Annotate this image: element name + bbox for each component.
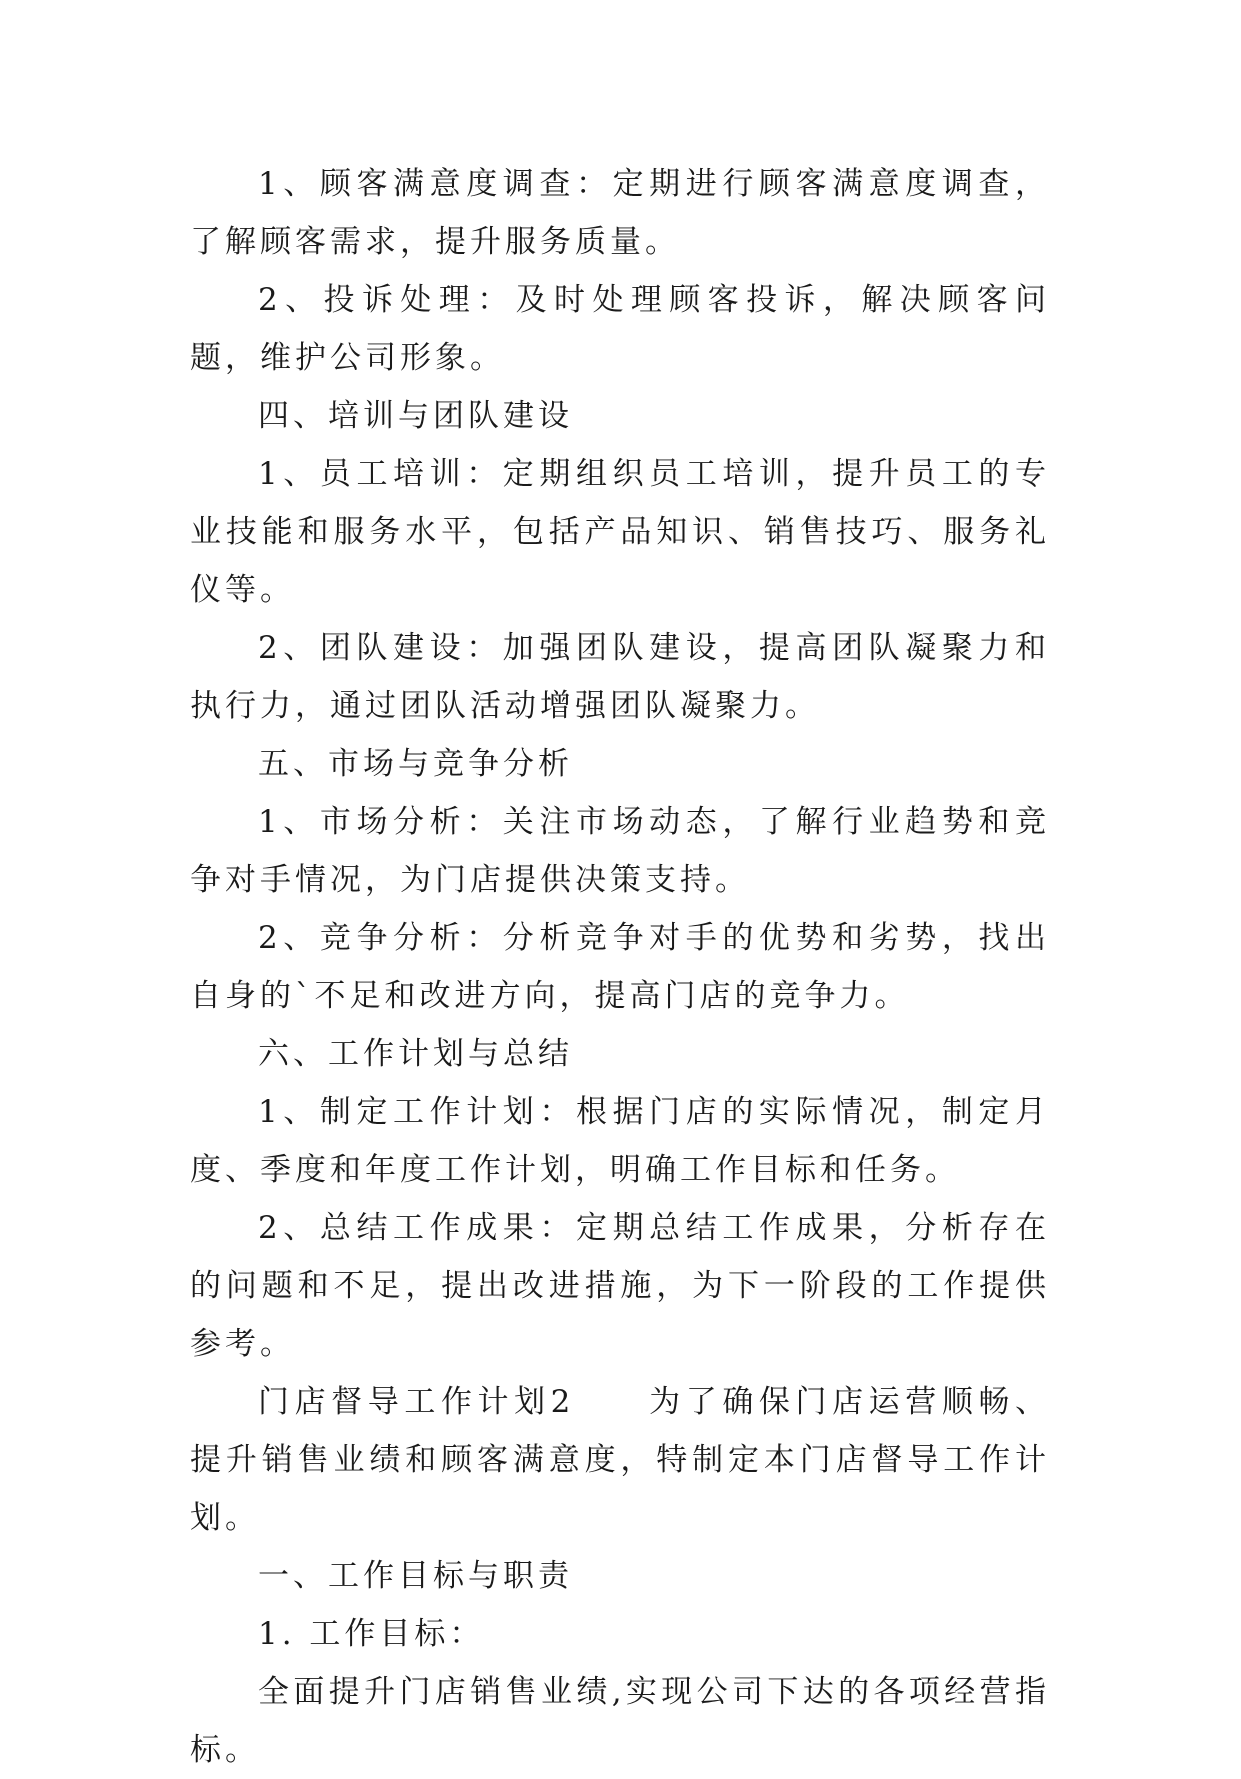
paragraph-summarize-results: 2、总结工作成果：定期总结工作成果，分析存在的问题和不足，提出改进措施，为下一阶段的工作提供参考。: [190, 1210, 1050, 1362]
paragraph-customer-survey: 1、顾客满意度调查：定期进行顾客满意度调查，了解顾客需求，提升服务质量。: [190, 166, 1050, 260]
paragraph-team-building: 2、团队建设：加强团队建设，提高团队凝聚力和执行力，通过团队活动增强团队凝聚力。: [190, 630, 1050, 724]
paragraph-competition-analysis: 2、竞争分析：分析竞争对手的优势和劣势，找出自身的`不足和改进方向，提高门店的竞争力。: [190, 920, 1050, 1014]
section-heading-training: 四、培训与团队建设: [258, 398, 573, 434]
section-heading-plan-summary: 六、工作计划与总结: [258, 1036, 573, 1072]
subheading-work-goals: 1. 工作目标：: [258, 1616, 485, 1652]
paragraph-plan-2-intro: 门店督导工作计划2 为了确保门店运营顺畅、提升销售业绩和顾客满意度，特制定本门店督导工作计划。: [190, 1384, 1050, 1536]
paragraph-goal-detail: 全面提升门店销售业绩,实现公司下达的各项经营指标。: [190, 1674, 1050, 1768]
paragraph-make-plan: 1、制定工作计划：根据门店的实际情况，制定月度、季度和年度工作计划，明确工作目标和任务。: [190, 1094, 1050, 1188]
paragraph-market-analysis: 1、市场分析：关注市场动态，了解行业趋势和竞争对手情况，为门店提供决策支持。: [190, 804, 1050, 898]
paragraph-staff-training: 1、员工培训：定期组织员工培训，提升员工的专业技能和服务水平，包括产品知识、销售技巧、服务礼仪等。: [190, 456, 1050, 608]
section-heading-market: 五、市场与竞争分析: [258, 746, 573, 782]
document-body: [190, 155, 1050, 1779]
section-heading-goals-duties: 一、工作目标与职责: [258, 1558, 573, 1594]
paragraph-complaint-handling: 2、投诉处理：及时处理顾客投诉，解决顾客问题，维护公司形象。: [190, 282, 1050, 376]
